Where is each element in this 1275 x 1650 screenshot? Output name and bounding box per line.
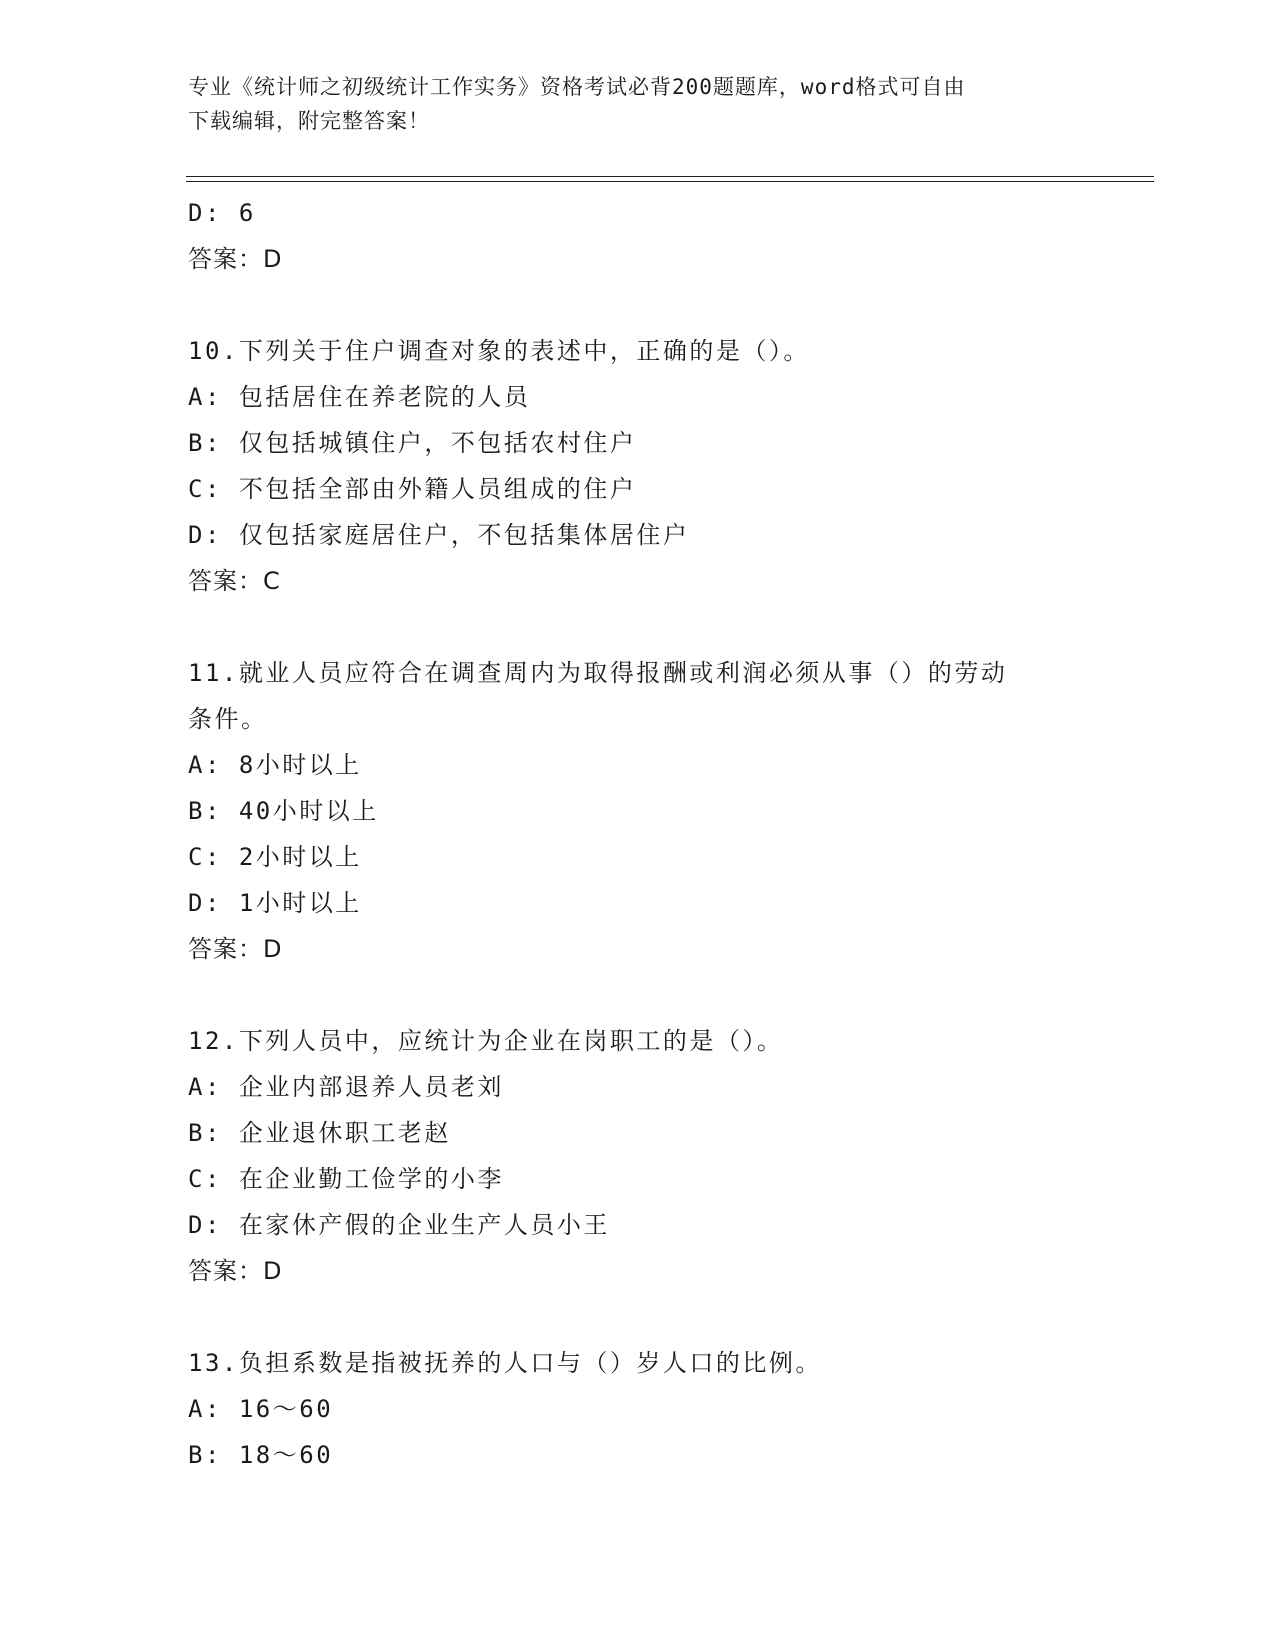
answer-line: 答案：D <box>188 1257 283 1285</box>
header-title-line1: 专业《统计师之初级统计工作实务》资格考试必背200题题库，word格式可自由 <box>188 75 966 99</box>
question-text: 10.下列关于住户调查对象的表述中，正确的是（）。 <box>188 337 810 365</box>
question-block-13 <box>188 1340 1088 1478</box>
option-b: B: 18～60 <box>188 1441 334 1469</box>
header-title-line2: 下载编辑，附完整答案！ <box>188 109 430 133</box>
spacer <box>188 972 1088 1018</box>
answer-line: 答案：D <box>188 245 283 273</box>
option-d: D: 1小时以上 <box>188 889 362 917</box>
question-block-11 <box>188 650 1088 972</box>
spacer <box>188 604 1088 650</box>
header-rule-thin <box>186 181 1154 182</box>
option-b: B: 企业退休职工老赵 <box>188 1119 451 1147</box>
option-a: A: 8小时以上 <box>188 751 362 779</box>
option-c: C: 在企业勤工俭学的小李 <box>188 1165 504 1193</box>
option-d: D: 在家休产假的企业生产人员小王 <box>188 1211 610 1239</box>
question-block-12 <box>188 1018 1088 1294</box>
option-b: B: 仅包括城镇住户，不包括农村住户 <box>188 429 637 457</box>
question-text-line2: 条件。 <box>188 705 268 733</box>
header-rule-thick <box>186 176 1154 177</box>
document-header <box>188 70 1088 138</box>
option-a: A: 企业内部退养人员老刘 <box>188 1073 504 1101</box>
question-text: 12.下列人员中，应统计为企业在岗职工的是（）。 <box>188 1027 784 1055</box>
spacer <box>188 282 1088 328</box>
question-text-line1: 11.就业人员应符合在调查周内为取得报酬或利润必须从事（）的劳动 <box>188 659 1008 687</box>
document-body <box>188 190 1088 1478</box>
option-d: D: 6 <box>188 199 256 227</box>
option-b: B: 40小时以上 <box>188 797 379 825</box>
question-block-10 <box>188 328 1088 604</box>
option-c: C: 不包括全部由外籍人员组成的住户 <box>188 475 637 503</box>
question-text: 13.负担系数是指被抚养的人口与（）岁人口的比例。 <box>188 1349 822 1377</box>
option-a: A: 包括居住在养老院的人员 <box>188 383 531 411</box>
answer-line: 答案：C <box>188 567 281 595</box>
option-a: A: 16～60 <box>188 1395 334 1423</box>
spacer <box>188 1294 1088 1340</box>
option-c: C: 2小时以上 <box>188 843 362 871</box>
option-d: D: 仅包括家庭居住户，不包括集体居住户 <box>188 521 690 549</box>
prev-question-block <box>188 190 1088 282</box>
answer-line: 答案：D <box>188 935 283 963</box>
